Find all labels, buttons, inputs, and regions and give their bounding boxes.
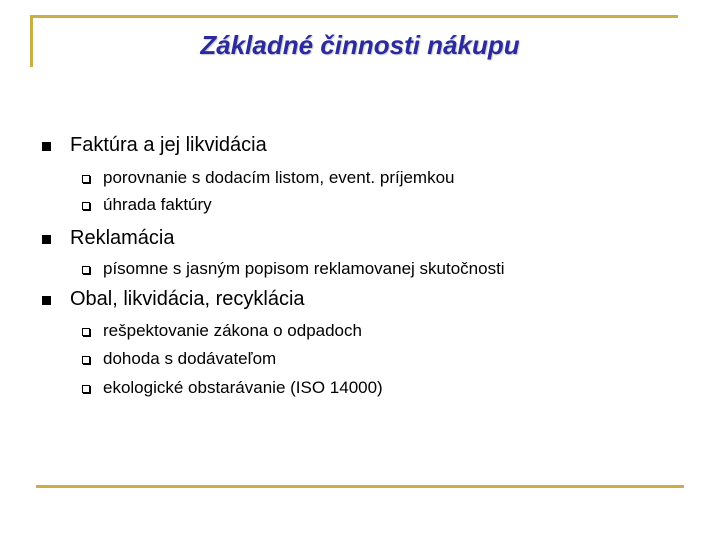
list-item-label: Reklamácia [70, 227, 175, 249]
square-bullet-icon [42, 142, 51, 151]
square-bullet-icon [42, 235, 51, 244]
sub-list-item-label: rešpektovanie zákona o odpadoch [103, 321, 362, 340]
hollow-square-bullet-icon [82, 266, 90, 274]
sub-list-item-label: dohoda s dodávateľom [103, 349, 277, 368]
sub-list-item-label: úhrada faktúry [103, 195, 212, 214]
hollow-square-bullet-icon [82, 175, 90, 183]
list-item-label: Faktúra a jej likvidácia [70, 134, 267, 156]
frame-bottom-line [36, 485, 684, 488]
square-bullet-icon [42, 296, 51, 305]
sub-list-item-label: ekologické obstarávanie (ISO 14000) [103, 378, 383, 397]
list-item-label: Obal, likvidácia, recyklácia [70, 288, 305, 310]
hollow-square-bullet-icon [82, 328, 90, 336]
sub-list-item-label: porovnanie s dodacím listom, event. príjemkou [103, 168, 455, 187]
frame-top-line [30, 15, 678, 18]
hollow-square-bullet-icon [82, 202, 90, 210]
hollow-square-bullet-icon [82, 385, 90, 393]
hollow-square-bullet-icon [82, 356, 90, 364]
slide-title: Základné činnosti nákupu [200, 30, 520, 60]
sub-list-item-label: písomne s jasným popisom reklamovanej skutočnosti [103, 259, 505, 278]
